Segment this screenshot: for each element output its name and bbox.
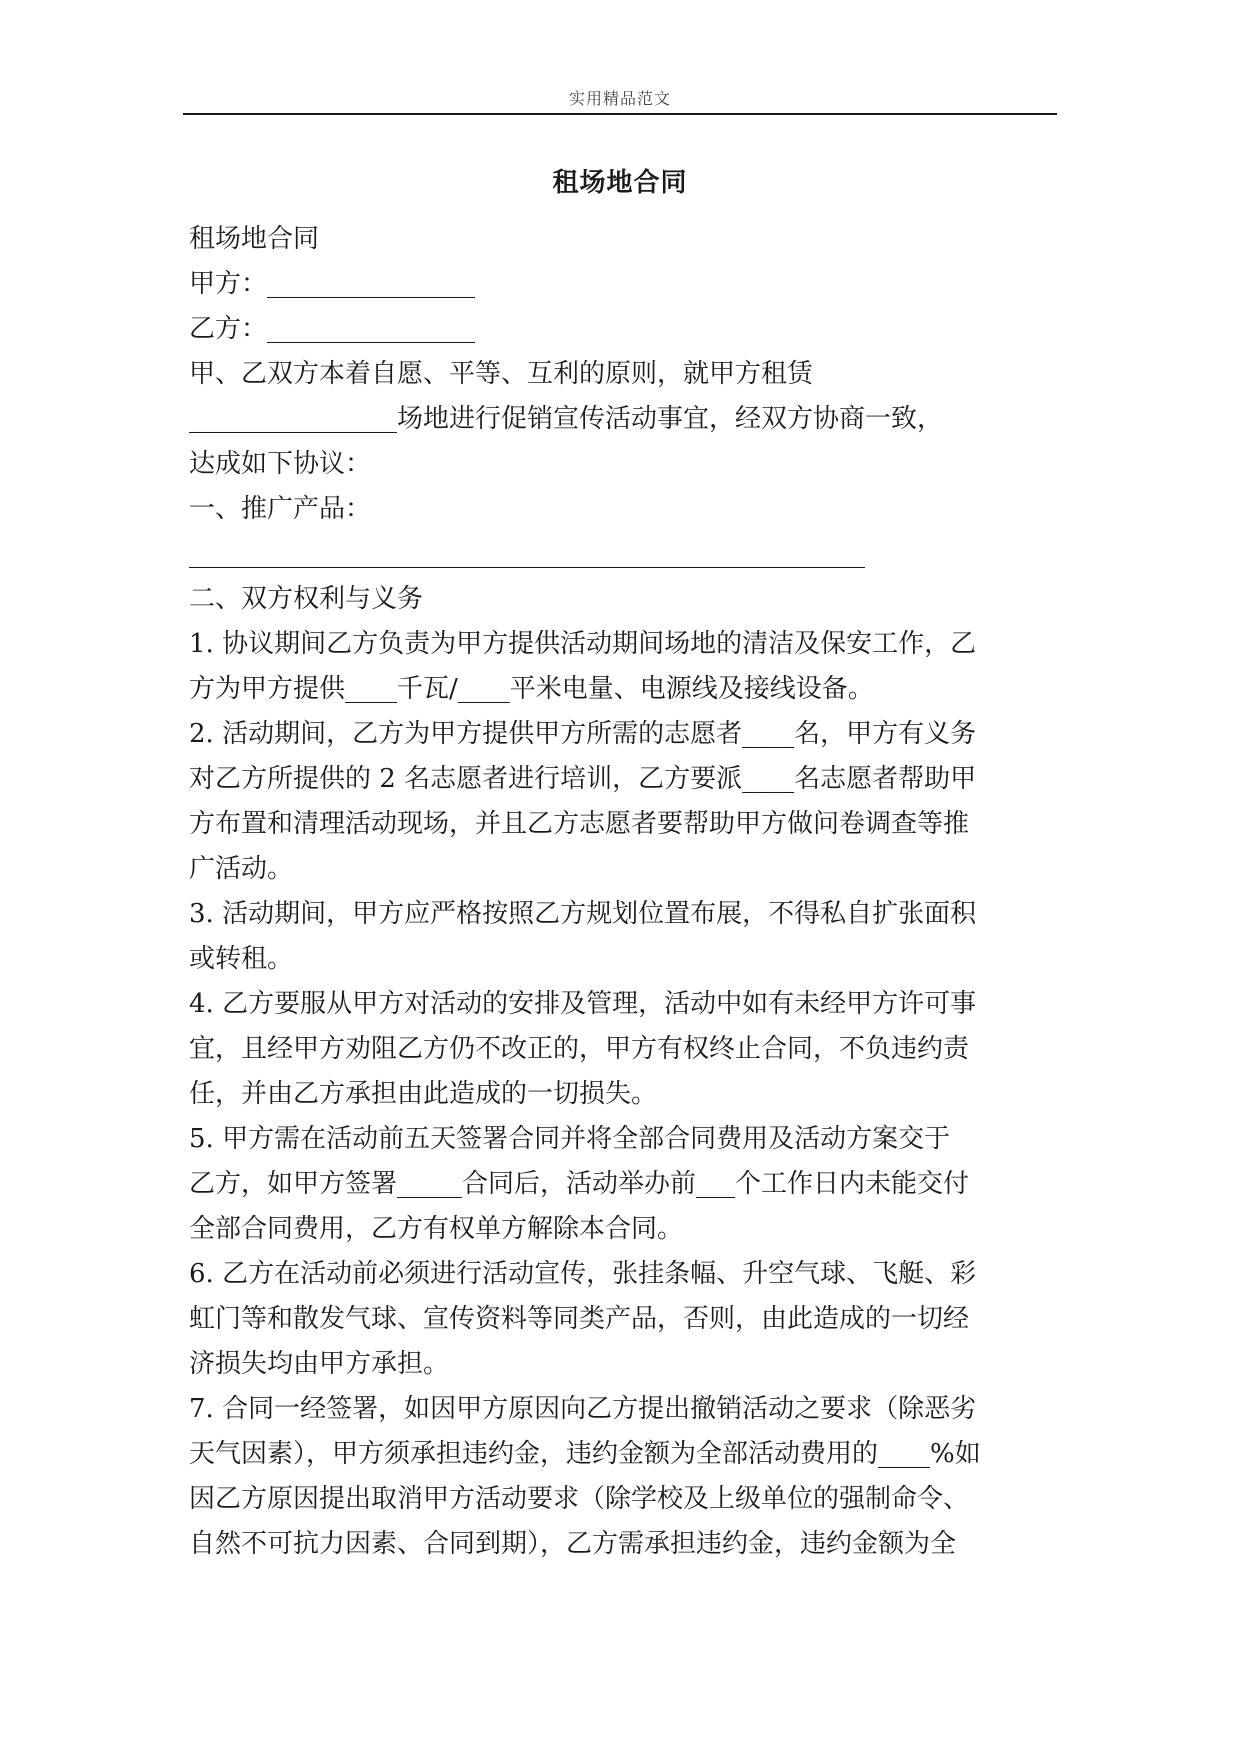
body-line: 租场地合同	[189, 224, 320, 254]
body-line: 1. 协议期间乙方负责为甲方提供活动期间场地的清洁及保安工作，乙	[189, 629, 977, 659]
body-line: 6. 乙方在活动前必须进行活动宣传，张挂条幅、升空气球、飞艇、彩	[189, 1259, 977, 1289]
body-line: 甲、乙双方本着自愿、平等、互利的原则，就甲方租赁	[189, 359, 814, 389]
body-line: 广活动。	[189, 854, 294, 884]
body-line: 自然不可抗力因素、合同到期），乙方需承担违约金，违约金额为全	[189, 1529, 957, 1559]
body-line: ________________场地进行促销宣传活动事宜，经双方协商一致，	[189, 404, 944, 434]
body-line: ____________________________________________________	[189, 539, 865, 569]
body-line: 对乙方所提供的 2 名志愿者进行培训，乙方要派____名志愿者帮助甲	[189, 764, 977, 794]
body-line: 甲方：________________	[189, 269, 476, 299]
body-line: 达成如下协议：	[189, 449, 372, 479]
body-line: 方为甲方提供____千瓦/____平米电量、电源线及接线设备。	[189, 674, 874, 704]
running-header: 实用精品范文	[568, 89, 671, 108]
body-line: 5. 甲方需在活动前五天签署合同并将全部合同费用及活动方案交于	[189, 1124, 951, 1154]
body-line: 任，并由乙方承担由此造成的一切损失。	[189, 1079, 658, 1109]
body-line: 济损失均由甲方承担。	[189, 1349, 450, 1379]
body-line: 乙方，如甲方签署_____合同后，活动举办前___个工作日内未能交付	[189, 1169, 970, 1199]
body-line: 因乙方原因提出取消甲方活动要求（除学校及上级单位的强制命令、	[189, 1484, 970, 1514]
body-line: 一、推广产品：	[189, 494, 372, 524]
body-line: 方布置和清理活动现场，并且乙方志愿者要帮助甲方做问卷调查等推	[189, 809, 970, 839]
body-line: 宜，且经甲方劝阻乙方仍不改正的，甲方有权终止合同，不负违约责	[189, 1034, 970, 1064]
document-body	[189, 217, 1059, 1567]
body-line: 3. 活动期间，甲方应严格按照乙方规划位置布展，不得私自扩张面积	[189, 899, 977, 929]
body-line: 2. 活动期间，乙方为甲方提供甲方所需的志愿者____名，甲方有义务	[189, 719, 977, 749]
body-line: 乙方：________________	[189, 314, 476, 344]
body-line: 4. 乙方要服从甲方对活动的安排及管理，活动中如有未经甲方许可事	[189, 989, 977, 1019]
body-line: 或转租。	[189, 944, 294, 974]
body-line: 天气因素），甲方须承担违约金，违约金额为全部活动费用的____%如	[189, 1439, 981, 1469]
body-line: 二、双方权利与义务	[189, 584, 424, 614]
header-divider	[183, 113, 1057, 115]
body-line: 全部合同费用，乙方有权单方解除本合同。	[189, 1214, 684, 1244]
document-title: 租场地合同	[552, 168, 688, 198]
body-line: 7. 合同一经签署，如因甲方原因向乙方提出撤销活动之要求（除恶劣	[189, 1394, 977, 1424]
body-line: 虹门等和散发气球、宣传资料等同类产品，否则，由此造成的一切经	[189, 1304, 970, 1334]
